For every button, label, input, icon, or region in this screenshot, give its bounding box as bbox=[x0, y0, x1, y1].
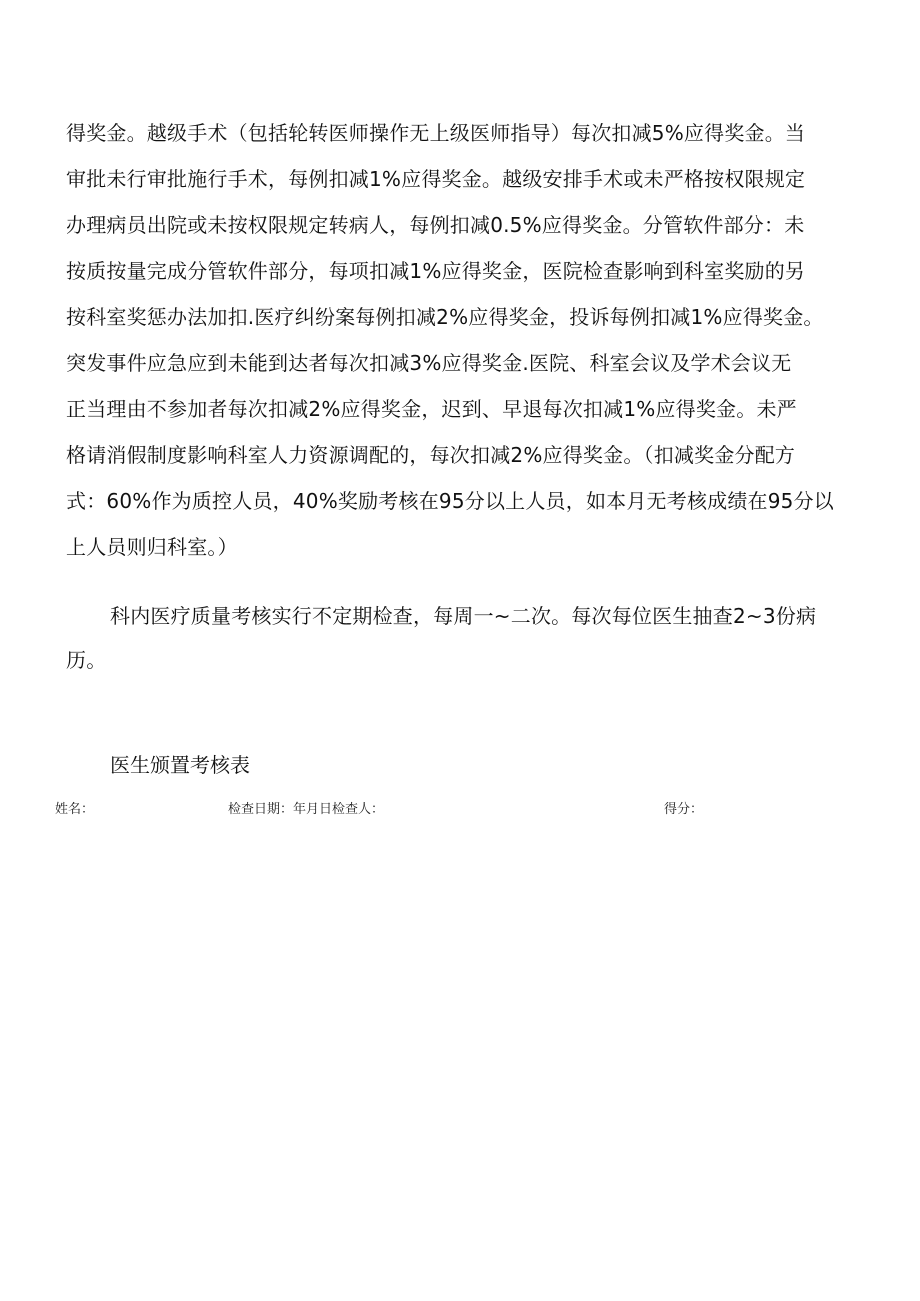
score-label: 得分： bbox=[664, 802, 704, 817]
assessment-form-header-row bbox=[0, 798, 920, 822]
inspection-date-inspector-label: 检查日期：年月日检查人： bbox=[228, 802, 385, 817]
paragraph-line: 格请消假制度影响科室人力资源调配的，每次扣减2%应得奖金。（扣减奖金分配方 bbox=[66, 443, 796, 467]
body-paragraph-inspection bbox=[66, 594, 866, 682]
assessment-table-title: 医生颁置考核表 bbox=[110, 753, 250, 777]
paragraph-line: 按质按量完成分管软件部分，每项扣减1%应得奖金，医院检查影响到科室奖励的另 bbox=[66, 259, 806, 283]
paragraph-line: 正当理由不参加者每次扣减2%应得奖金，迟到、早退每次扣减1%应得奖金。未严 bbox=[66, 397, 797, 421]
paragraph-line: 审批未行审批施行手术，每例扣减1%应得奖金。越级安排手术或未严格按权限规定 bbox=[66, 167, 806, 191]
body-paragraph-bonus-deduction bbox=[66, 110, 866, 570]
paragraph-line: 科内医疗质量考核实行不定期检查，每周一~二次。每次每位医生抽查2~3份病 bbox=[110, 604, 817, 628]
name-label: 姓名： bbox=[55, 802, 95, 817]
paragraph-line: 历。 bbox=[66, 648, 107, 672]
paragraph-line: 突发事件应急应到未能到达者每次扣减3%应得奖金.医院、科室会议及学术会议无 bbox=[66, 351, 792, 375]
paragraph-line: 式：60%作为质控人员，40%奖励考核在95分以上人员，如本月无考核成绩在95分以 bbox=[66, 489, 835, 513]
paragraph-line: 得奖金。越级手术（包括轮转医师操作无上级医师指导）每次扣减5%应得奖金。当 bbox=[66, 121, 806, 145]
paragraph-line: 办理病员出院或未按权限规定转病人，每例扣减0.5%应得奖金。分管软件部分：未 bbox=[66, 213, 805, 237]
paragraph-line: 上人员则归科室。） bbox=[66, 535, 238, 559]
paragraph-line: 按科室奖惩办法加扣.医疗纠纷案每例扣减2%应得奖金，投诉每例扣减1%应得奖金。 bbox=[66, 305, 824, 329]
